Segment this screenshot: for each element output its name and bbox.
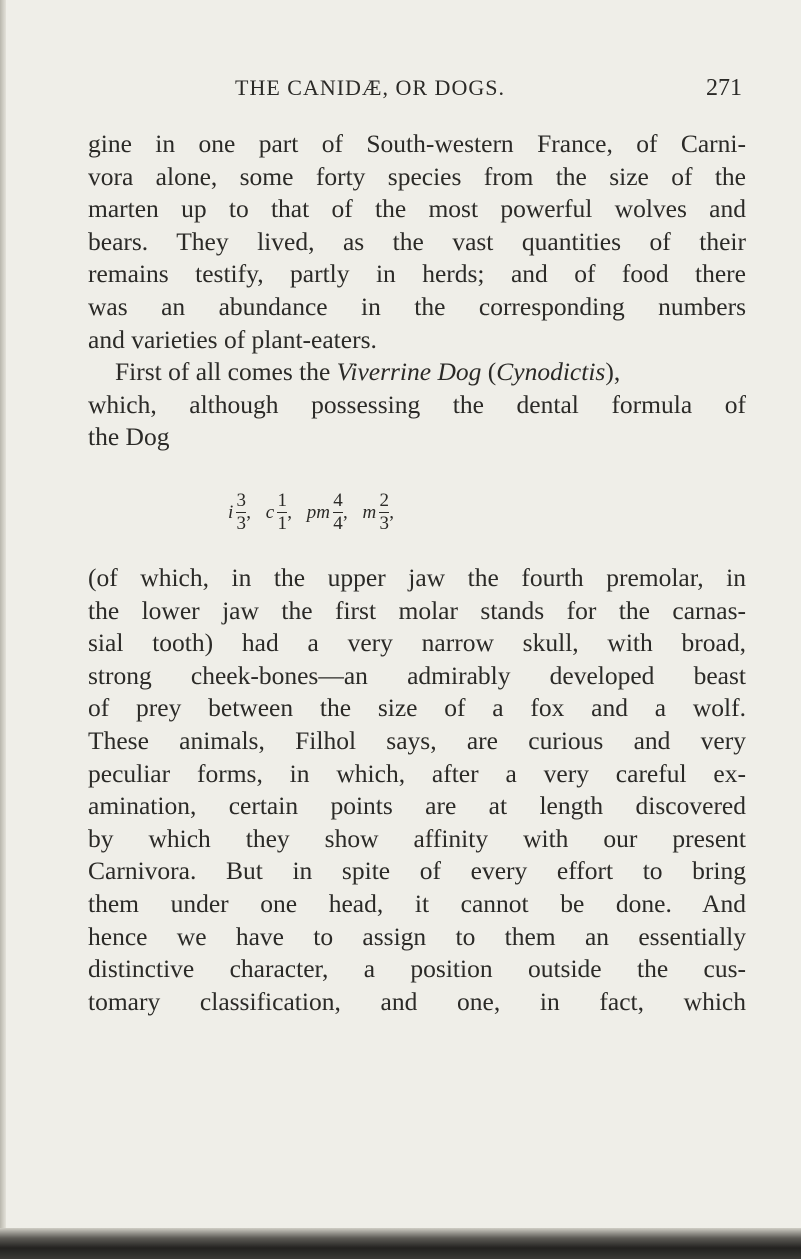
formula-symbol: m xyxy=(362,501,377,523)
text-line: bears. They lived, as the vast quantities of their xyxy=(88,226,746,256)
formula-term-molars xyxy=(362,492,393,533)
page-number: 271 xyxy=(706,75,742,101)
text-line: amination, certain points are at length discovered xyxy=(88,791,746,821)
text-line: marten up to that of the most powerful wolves and xyxy=(88,194,746,224)
formula-denominator: 3 xyxy=(236,513,247,534)
formula-denominator: 3 xyxy=(379,513,389,534)
page-bottom-edge xyxy=(0,1228,801,1259)
formula-symbol: i xyxy=(228,501,234,523)
text-run: ( xyxy=(481,357,497,387)
text-line: hence we have to assign to them an essentially xyxy=(88,921,746,951)
text-line: tomary classification, and one, in fact, which xyxy=(88,986,746,1016)
text-line: gine in one part of South-western France, of Carni- xyxy=(88,129,746,158)
formula-symbol: c xyxy=(265,501,275,523)
text-run: ), xyxy=(605,357,621,387)
italic-genus-name: Cynodictis xyxy=(496,357,606,387)
text-line: and varieties of plant-eaters. xyxy=(88,324,377,354)
formula-numerator: 1 xyxy=(277,490,287,511)
italic-common-name: Viverrine Dog xyxy=(336,357,482,387)
formula-separator: , xyxy=(246,501,252,523)
formula-fraction xyxy=(379,492,389,533)
text-line: (of which, in the upper jaw the fourth premolar, in xyxy=(88,563,746,592)
formula-separator: , xyxy=(342,501,348,523)
formula-fraction xyxy=(236,492,246,533)
formula-numerator: 4 xyxy=(333,490,343,511)
formula-symbol: pm xyxy=(306,501,330,523)
formula-term-canines xyxy=(266,492,292,533)
text-line: peculiar forms, in which, after a very careful ex- xyxy=(88,758,746,788)
text-line: remains testify, partly in herds; and of food there xyxy=(88,259,746,289)
running-head: THE CANIDÆ, OR DOGS. xyxy=(235,75,505,100)
formula-separator: , xyxy=(287,501,292,523)
text-line: sial tooth) had a very narrow skull, with broad, xyxy=(88,628,746,658)
text-line: by which they show affinity with our present xyxy=(88,823,746,853)
formula-numerator: 2 xyxy=(379,490,389,511)
formula-term-incisors xyxy=(228,492,251,533)
formula-separator: , xyxy=(389,501,394,523)
text-line: distinctive character, a position outside the cus- xyxy=(88,954,746,984)
text-line: vora alone, some forty species from the size of the xyxy=(88,161,746,191)
text-line: of prey between the size of a fox and a wolf. xyxy=(88,693,746,723)
body-text-top xyxy=(88,128,746,454)
formula-fraction xyxy=(333,492,343,533)
formula-fraction xyxy=(277,492,287,533)
text-line: the lower jaw the first molar stands for the carnas- xyxy=(88,595,746,625)
text-line: strong cheek-bones—an admirably developed beast xyxy=(88,660,746,690)
formula-denominator: 4 xyxy=(333,513,343,534)
text-line: the Dog xyxy=(88,422,170,452)
page-spine-edge xyxy=(0,0,6,1259)
text-line: was an abundance in the corresponding numbers xyxy=(88,291,746,321)
text-line: Carnivora. But in spite of every effort to bring xyxy=(88,856,746,886)
body-text-bottom xyxy=(88,562,746,1018)
text-line: them under one head, it cannot be done. And xyxy=(88,888,746,918)
text-run: First of all comes the xyxy=(115,357,337,387)
formula-term-premolars xyxy=(307,492,348,533)
formula-denominator: 1 xyxy=(277,513,287,534)
dental-formula xyxy=(228,492,518,552)
text-line: which, although possessing the dental formula of xyxy=(88,389,746,419)
text-line: These animals, Filhol says, are curious and very xyxy=(88,725,746,755)
formula-numerator: 3 xyxy=(236,490,247,511)
text-line xyxy=(88,356,746,389)
page-header xyxy=(0,75,801,105)
